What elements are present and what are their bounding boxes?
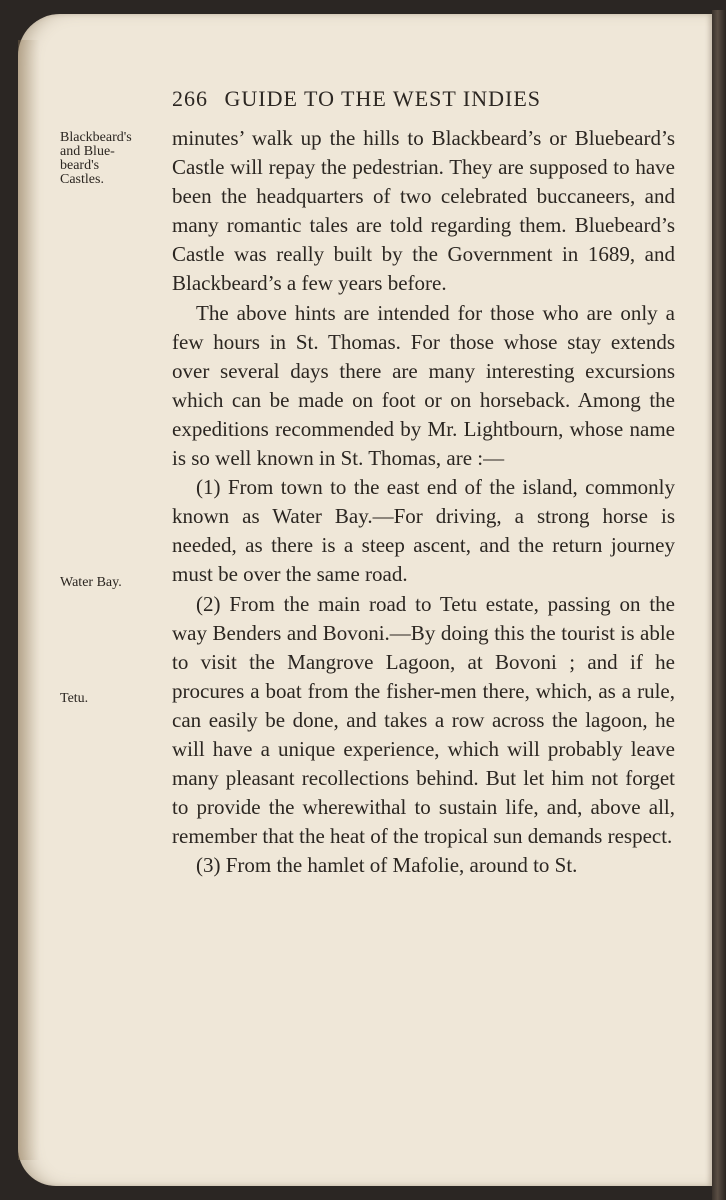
sidenote-water-bay: Water Bay.: [60, 575, 122, 590]
sidenote-line: beard's: [60, 158, 100, 173]
sidenote-line: and Blue-: [60, 144, 115, 159]
sidenote-line: Blackbeard's: [60, 130, 132, 145]
page-number: 266: [172, 86, 208, 111]
paragraph: (2) From the main road to Tetu estate, passing on the way Benders and Bovoni.—By doing this the tourist is able to visit the Mangrove Lagoon, at Bovoni ; and if he procures a boat from the fisher-men there, which, as a rule, can easily be done, and takes a row across the lagoon, he will have a unique experience, which will probably leave many pleasant recollections behind. But let him not forget to provide the wherewithal to sustain life, and, above all, remember that the heat of the tropical sun demands respect.: [172, 591, 675, 849]
sidenote-castles: [60, 131, 170, 191]
page-gutter-shadow: [18, 40, 40, 1160]
body-text: [172, 124, 675, 880]
page-edge: [712, 10, 726, 1200]
sidenote-tetu: Tetu.: [60, 691, 89, 706]
running-header: [172, 86, 634, 112]
sidenote-line: Castles.: [60, 172, 104, 187]
paragraph: minutes’ walk up the hills to Blackbeard’s or Bluebeard’s Castle will repay the pedestrian. They are supposed to have been the headquarters of two celebrated buccaneers, and many romantic tales are told regarding them. Bluebeard’s Castle was really built by the Government in 1689, and Blackbeard’s a few years before.: [172, 126, 675, 296]
paragraph: (3) From the hamlet of Mafolie, around to St.: [196, 853, 578, 878]
book-title: GUIDE TO THE WEST INDIES: [224, 86, 542, 111]
paragraph: (1) From town to the east end of the island, commonly known as Water Bay.—For driving, a strong horse is needed, as there is a steep ascent, and the return journey must be over the same road.: [172, 475, 675, 587]
paragraph: The above hints are intended for those who are only a few hours in St. Thomas. For those whose stay extends over several days there are many interesting excursions which can be made on foot or on horseback. Among the expeditions recommended by Mr. Lightbourn, whose name is so well known in St. Thomas, are :—: [172, 300, 675, 471]
